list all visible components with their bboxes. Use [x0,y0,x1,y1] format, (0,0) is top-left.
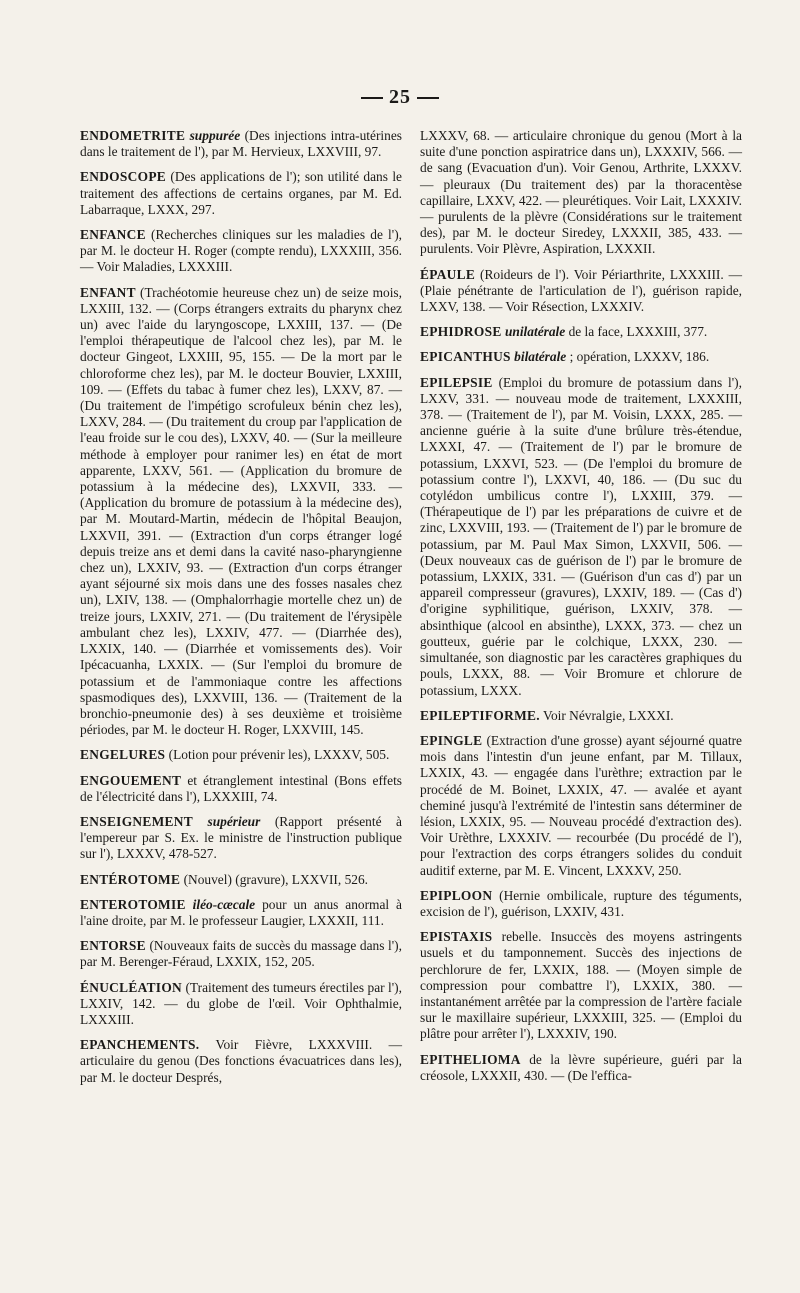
index-entry [420,929,742,1042]
index-entry [80,747,402,763]
entry-text: (Des applications de l'); son utilité dans le traitement des affections de certains organes, par M. Ed. Labarraque, LXXX, 297. [80,169,402,217]
index-entry [420,1052,742,1084]
entry-headword: ENGOUEMENT [80,772,182,788]
index-entry [420,708,742,724]
entry-headword: EPISTAXIS [420,929,493,945]
entry-text: (Des injections intra-utérines dans le traitement de l'), par M. Hervieux, LXXVIII, 97. [80,128,402,160]
entry-headword: ENDOSCOPE [80,169,167,185]
entry-headword: ENTORSE [80,938,146,954]
entry-text: rebelle. Insuccès des moyens astringents usuels et du tamponnement. Succès des injections de perchlorure de fer, LXXIX, 188. — (Moyen simple de compression pour combattre l'), LXXIX, 380. — instantanément arrêtée par la compression de l'artère faciale sur le maxillaire supérieur, LXXXIII, 325. — (Emploi du plâtre pour arrêter l'), LXXXIV, 190. [420,929,742,1042]
entry-text: de la lèvre supérieure, guéri par la créosole, LXXXII, 430. — (De l'effica- [420,1051,742,1083]
page-number [0,86,800,109]
index-entry [420,128,742,258]
page-number-text: 25 [389,86,411,108]
entry-headword: EPINGLE [420,732,483,748]
index-entry [420,324,742,340]
page-number-rule-left [361,97,383,99]
index-entry [80,227,402,276]
entry-text: (Lotion pour prévenir les), LXXXV, 505. [168,747,390,763]
right-column [420,128,742,1093]
entry-text: (Rapport présenté à l'empereur par S. Ex. le ministre de l'instruction publique sur l'), LXXXV, 478-527. [80,813,402,862]
index-entry [80,128,402,160]
entry-text: (Nouveaux faits de succès du massage dans l'), par M. Berenger-Féraud, LXXIX, 152, 205. [80,938,402,970]
left-column [80,128,402,1095]
entry-headword: ENTÉROTOME [80,871,181,887]
entry-headword: EPILEPSIE [420,374,493,390]
entry-text: (Extraction d'une grosse) ayant séjourné quatre mois dans l'intestin d'un jeune enfant, par M. Tillaux, LXXIX, 43. — engagée dans l'urèthre; extraction par le procédé de M. Boinet, LXXIX, 47. — avalée et ayant cheminé jusqu'à l'extrémité de l'intestin sans déterminer de lésion, LXXIX, 95. — Nouveau procédé d'extraction des). Voir Urèthre, LXXXIV. — recourbée (Du procédé de l'), pour l'extraction des corps étrangers solides du conduit auditif externe, par M. E. Vincent, LXXXV, 250. [420,732,742,878]
index-entry [80,938,402,970]
entry-headword: ÉPAULE [420,266,476,282]
entry-text: (Trachéotomie heureuse chez un) de seize mois, LXXIII, 132. — (Corps étrangers extraits du pharynx chez un) avec l'aide du laryngoscope, LXXIII, 137. — (De l'emploi thérapeutique de l'alcool chez les), par M. le docteur Gingeot, LXXIII, 95, 155. — De la mort par le chloroforme chez les), par M. le docteur Bouvier, LXXIII, 109. — (Effets du tabac à fumer chez les), LXXV, 87. — (Du traitement de l'impétigo scrofuleux bénin chez les), LXXV, 284. — (Du traitement du croup par l'application de l'eau froide sur le cou des), LXXV, 40. — (Sur la meilleure méthode à employer pour ranimer les) en état de mort apparente, LXXV, 561. — (Application du bromure de potassium à la médecine des), LXXVII, 333. — (Application du bromure de potassium à la médecine des), par M. Moutard-Martin, médecin de l'hôpital Beaujon, LXXVII, 391. — (Extraction d'un corps étranger logé depuis treize ans et demi dans la cavité naso-pharyngienne chez un), LXXIV, 93. — (Extraction d'un corps étranger ayant séjourné six mois dans une des fosses nasales chez un), LXIV, 138. — (Omphalorrhagie mortelle chez un) de treize jours, LXXIV, 271. — (Du traitement de l'érysipèle ambulant chez les), LXXIV, 477. — (Diarrhée des), LXXIX, 140. — (Diarrhée et vomissements des). Voir Ipécacuanha, LXXIX. — (Sur l'emploi du bromure de potassium et de l'ammoniaque contre les affections spasmodiques des), LXXVIII, 136. — (Traitement de la bronchio-pneumonie des) à ses deuxième et troisième périodes, par M. le docteur H. Roger, LXXVIII, 145. [80,284,402,738]
index-entry [420,733,742,879]
index-entry [80,285,402,739]
entry-text: (Traitement des tumeurs érectiles par l'), LXXIV, 142. — du globe de l'œil. Voir Ophthalmie, LXXXIII. [80,979,402,1027]
entry-qualifier: bilatérale [514,349,567,365]
entry-qualifier: supérieur [207,813,261,829]
index-entry [420,375,742,699]
entry-headword: ÉNUCLÉATION [80,979,183,995]
index-entry [80,897,402,929]
entry-headword: ENDOMETRITE [80,128,186,143]
index-entry [80,773,402,805]
entry-headword: EPITHELIOMA [420,1051,521,1067]
index-entry [420,888,742,920]
entry-text: Voir Névralgie, LXXXI. [543,707,674,723]
entry-text: (Recherches cliniques sur les maladies de l'), par M. le docteur H. Roger (compte rendu), LXXXIII, 356. — Voir Maladies, LXXXIII. [80,227,402,275]
index-entry [80,1037,402,1086]
entry-headword: ENSEIGNEMENT [80,813,193,829]
entry-headword: EPANCHEMENTS. [80,1037,200,1053]
entry-qualifier: suppurée [189,128,241,143]
index-entry [80,169,402,218]
entry-text: (Emploi du bromure de potassium dans l'), LXXV, 331. — nouveau mode de traitement, LXXXIII, 378. — (Traitement de l'), par M. Voisin, LXXX, 285. — ancienne guérie à la suite d'une brûlure très-étendue, LXXXI, 47. — (Traitement de l') par le bromure de potassium, LXXVI, 523. — (De l'emploi du bromure de potassium contre l'), LXXVI, 40, 186. — (Du suc du cotylédon umbilicus contre l'), LXXIII, 379. — (Thérapeutique de l') par les préparations de cuivre et de zinc, LXXVIII, 193. — (Traitement de l') par le bromure de potassium, par M. Paul Max Simon, LXXVII, 506. — (Deux nouveaux cas de guérison de l') par le bromure de potassium, LXXIX, 331. — (Guérison d'un cas d') par un appareil compresseur (gravures), LXXIV, 189. — (Cas d') d'origine syphilitique, guérison, LXXIV, 378. — absinthique (alcool en absinthe), LXXX, 373. — chez un goutteux, guérie par le colchique, LXXX, 230. — simultanée, son diagnostic par les caractères graphiques du pouls, LXXX, 88. — Voir Bromure et chlorure de potassium, LXXX. [420,374,742,698]
entry-text: ; opération, LXXXV, 186. [569,349,710,365]
entry-headword: EPIPLOON [420,887,493,903]
entry-headword: EPICANTHUS [420,349,511,365]
entry-headword: ENGELURES [80,747,166,763]
index-entry [80,980,402,1029]
entry-headword: ENTEROTOMIE [80,896,186,912]
entry-headword: ENFANCE [80,227,146,243]
entry-text: pour un anus anormal à l'aine droite, par M. le professeur Laugier, LXXXII, 111. [80,896,402,928]
entry-text: LXXXV, 68. — articulaire chronique du genou (Mort à la suite d'une ponction aspiratrice dans un), LXXXIV, 566. — de sang (Evacuation d'un). Voir Genou, Arthrite, LXXXV. — pleuraux (Du traitement des) par la thoracentèse capillaire, LXXV, 422. — pleurétiques. Voir Lait, LXXXIV. — purulents de la plèvre (Considérations sur le traitement des), par M. le docteur Siredey, LXXXII, 385, 433. — purulents. Voir Plèvre, Aspiration, LXXXII. [420,128,742,257]
entry-text: Voir Fièvre, LXXXVIII. — articulaire du genou (Des fonctions évacuatrices dans les), par M. le docteur Després, [80,1037,402,1085]
entry-headword: ENFANT [80,284,136,300]
entry-text: de la face, LXXXIII, 377. [568,324,708,340]
entry-text: (Roideurs de l'). Voir Périarthrite, LXXXIII. — (Plaie pénétrante de l'articulation de l'), guérison rapide, LXXV, 138. — Voir Résection, LXXXIV. [420,266,742,315]
index-entry [420,349,742,365]
entry-text: (Hernie ombilicale, rupture des téguments, excision de l'), guérison, LXXIV, 431. [420,887,742,919]
entry-qualifier: unilatérale [504,324,566,340]
entry-headword: EPILEPTIFORME. [420,707,540,723]
entry-qualifier: iléo-cæcale [192,896,256,912]
index-entry [420,267,742,316]
page-number-rule-right [417,97,439,99]
index-entry [80,814,402,863]
entry-text: et étranglement intestinal (Bons effets de l'électricité dans l'), LXXXIII, 74. [80,772,402,804]
entry-text: (Nouvel) (gravure), LXXVII, 526. [183,871,369,887]
entry-headword: EPHIDROSE [420,324,502,340]
index-entry [80,872,402,888]
